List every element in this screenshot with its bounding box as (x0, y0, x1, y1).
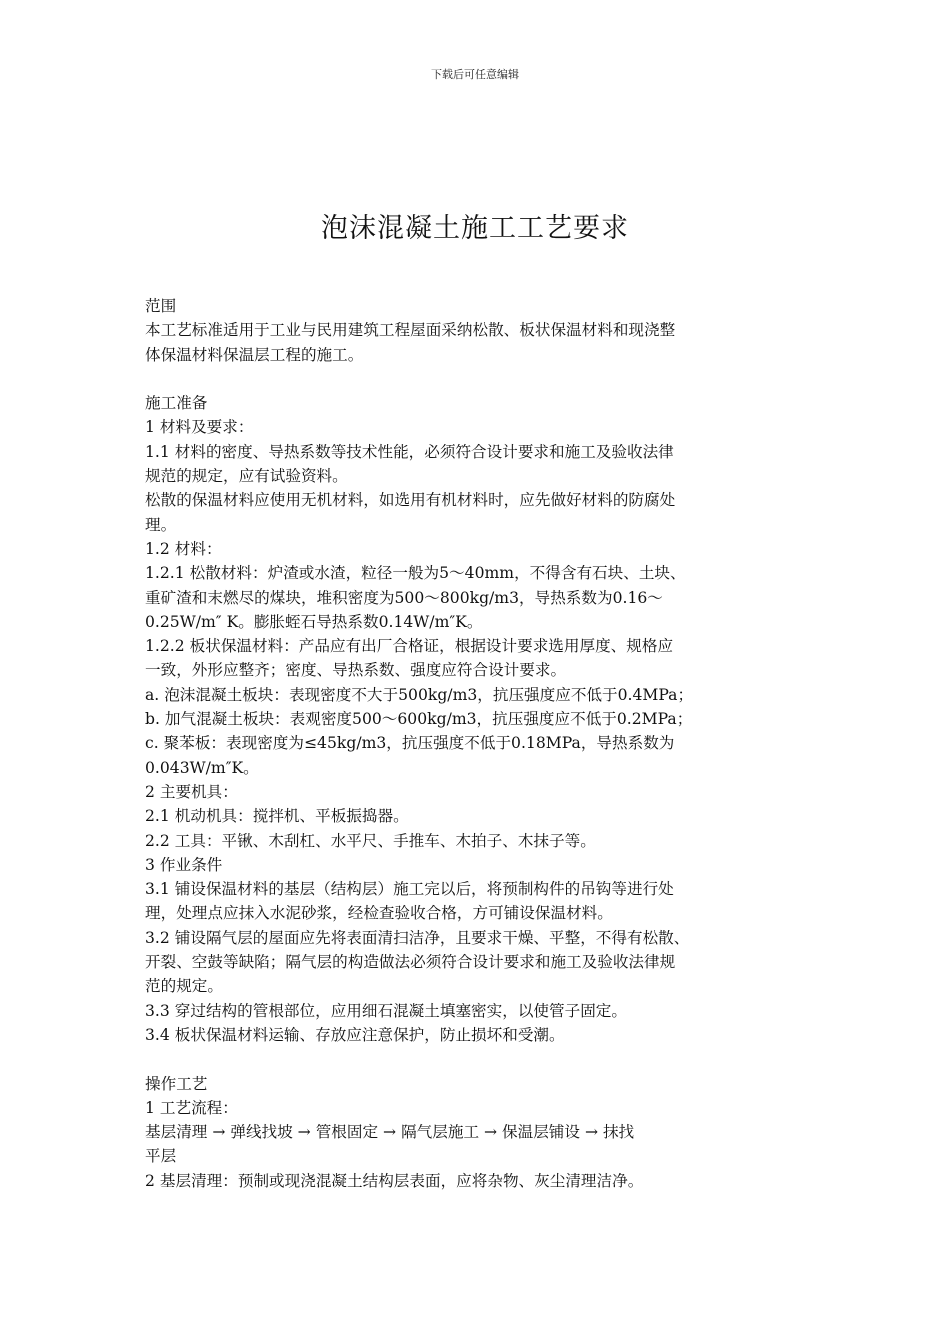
text-line: 本工艺标准适用于工业与民用建筑工程屋面采纳松散、板状保温材料和现浇整 (145, 321, 676, 340)
text-line: 3.2 铺设隔气层的屋面应先将表面清扫洁净，且要求干燥、平整，不得有松散、 (145, 928, 690, 947)
text-line: 0.043W/m″K。 (145, 758, 259, 777)
document-title: 泡沫混凝土施工工艺要求 (321, 213, 629, 244)
text-line: 1.2 材料： (145, 539, 222, 558)
text-line: 1.2.1 松散材料：炉渣或水渣，粒径一般为5～40mm，不得含有石块、土块、 (145, 564, 686, 583)
text-line: 2.1 机动机具：搅拌机、平板振捣器。 (145, 807, 409, 826)
text-line: 松散的保温材料应使用无机材料，如选用有机材料时，应先做好材料的防腐处 (145, 491, 676, 510)
text-line: 2 主要机具： (145, 782, 238, 801)
text-line: 3.3 穿过结构的管根部位，应用细石混凝土填塞密实，以使管子固定。 (145, 1001, 627, 1020)
blank-line (145, 367, 810, 391)
text-line: 2.2 工具：平锹、木刮杠、水平尺、手推车、木拍子、木抹子等。 (145, 831, 596, 850)
text-line: 3.1 铺设保温材料的基层（结构层）施工完以后，将预制构件的吊钩等进行处 (145, 880, 674, 899)
text-line: 体保温材料保温层工程的施工。 (145, 345, 364, 364)
text-line: 0.25W/m″ K。膨胀蛭石导热系数0.14W/m″K。 (145, 612, 483, 631)
text-line: 规范的规定，应有试验资料。 (145, 467, 348, 486)
text-line: 平层 (145, 1147, 177, 1166)
text-line: a. 泡沫混凝土板块：表现密度不大于500kg/m3，抗压强度应不低于0.4MPa； (145, 685, 694, 704)
text-line: 理。 (145, 515, 177, 534)
text-line: 2 基层清理：预制或现浇混凝土结构层表面，应将杂物、灰尘清理洁净。 (145, 1171, 644, 1190)
text-line: 一致，外形应整齐；密度、导热系数、强度应符合设计要求。 (145, 661, 567, 680)
text-line: 3.4 板状保温材料运输、存放应注意保护，防止损坏和受潮。 (145, 1025, 565, 1044)
text-line: 1 工艺流程： (145, 1098, 238, 1117)
text-line: 施工准备 (145, 394, 208, 413)
document-body (145, 294, 810, 1193)
text-line: 1.2.2 板状保温材料：产品应有出厂合格证，根据设计要求选用厚度、规格应 (145, 637, 674, 656)
text-line: 重矿渣和末燃尽的煤块，堆积密度为500～800kg/m3，导热系数为0.16～ (145, 588, 663, 607)
text-line: 1.1 材料的密度、导热系数等技术性能，必须符合设计要求和施工及验收法律 (145, 442, 674, 461)
text-line: 1 材料及要求： (145, 418, 254, 437)
text-line: 操作工艺 (145, 1074, 208, 1093)
text-line: 基层清理 → 弹线找坡 → 管根固定 → 隔气层施工 → 保温层铺设 → 抹找 (145, 1123, 635, 1142)
text-line: 理，处理点应抹入水泥砂浆，经检查验收合格，方可铺设保温材料。 (145, 904, 613, 923)
text-line: b. 加气混凝土板块：表观密度500～600kg/m3，抗压强度应不低于0.2MPa； (145, 710, 693, 729)
text-line: 开裂、空鼓等缺陷；隔气层的构造做法必须符合设计要求和施工及验收法律规 (145, 953, 676, 972)
text-line: 范的规定。 (145, 977, 223, 996)
text-line: 范围 (145, 297, 177, 315)
blank-line (145, 1047, 810, 1071)
header-note: 下载后可任意编辑 (431, 68, 519, 81)
text-line: 3 作业条件 (145, 855, 223, 874)
text-line: c. 聚苯板：表现密度为≤45kg/m3，抗压强度不低于0.18MPa，导热系数为 (145, 734, 675, 753)
